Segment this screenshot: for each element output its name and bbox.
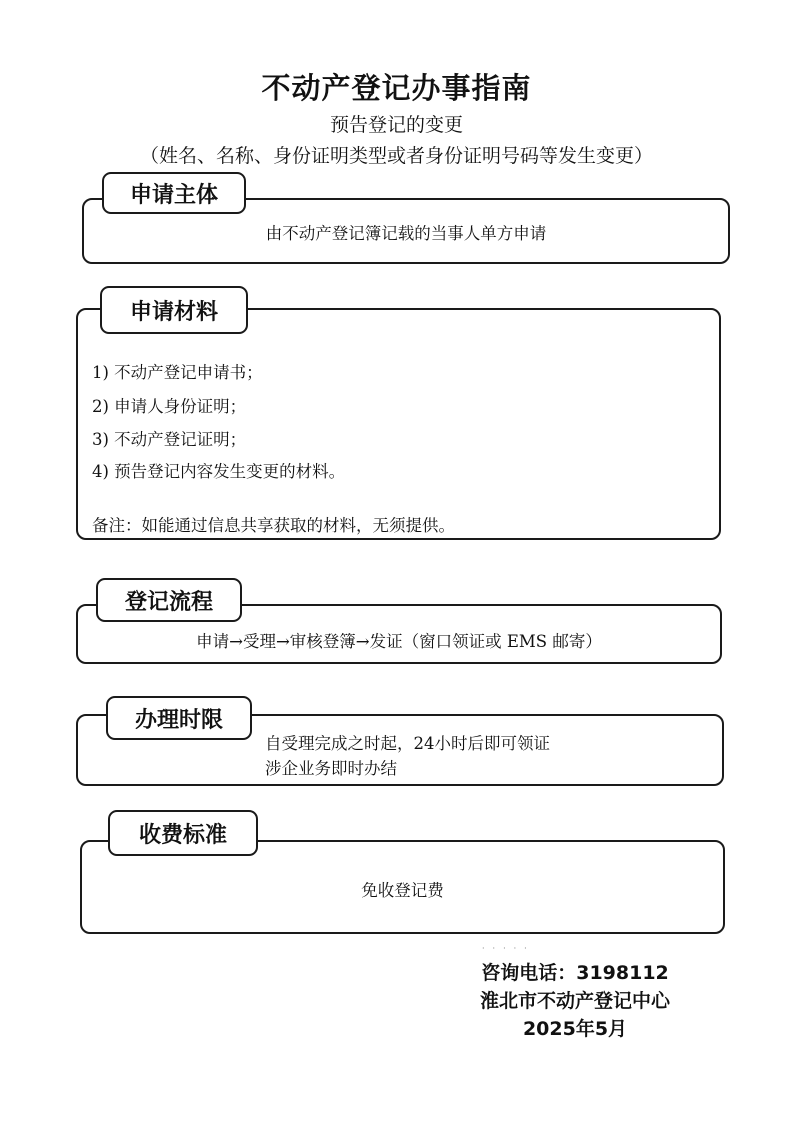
process-tab: 登记流程 — [96, 578, 242, 622]
process-text: 申请→受理→审核登簿→发证（窗口领证或 EMS 邮寄） — [196, 632, 602, 651]
material-item-2: 2) 申请人身份证明； — [92, 397, 247, 416]
footer-org: 淮北市不动产登记中心 — [479, 990, 670, 1012]
material-item-4: 4) 预告登记内容发生变更的材料。 — [92, 462, 346, 481]
footer-date: 2025年5月 — [522, 1018, 628, 1040]
materials-box — [76, 308, 721, 540]
decorative-dots: ····· — [482, 944, 535, 953]
applicant-text: 由不动产登记簿记载的当事人单方申请 — [265, 224, 547, 243]
time-limit-line-2: 涉企业务即时办结 — [265, 759, 397, 778]
materials-tab: 申请材料 — [100, 286, 248, 334]
page-title: 不动产登记办事指南 — [261, 71, 532, 105]
fee-text: 免收登记费 — [361, 881, 444, 900]
time-limit-line-1: 自受理完成之时起，24小时后即可领证 — [265, 734, 550, 753]
time-limit-tab: 办理时限 — [106, 696, 252, 740]
page-subtitle: 预告登记的变更 — [329, 114, 463, 136]
material-item-3: 3) 不动产登记证明； — [92, 430, 247, 449]
fee-tab: 收费标准 — [108, 810, 258, 856]
page-subtitle-detail: （姓名、名称、身份证明类型或者身份证明号码等发生变更） — [139, 145, 653, 167]
materials-note: 备注：如能通过信息共享获取的材料，无须提供。 — [92, 516, 455, 535]
applicant-tab: 申请主体 — [102, 172, 246, 214]
material-item-1: 1) 不动产登记申请书； — [92, 363, 263, 382]
footer-phone: 咨询电话：3198112 — [481, 962, 669, 984]
